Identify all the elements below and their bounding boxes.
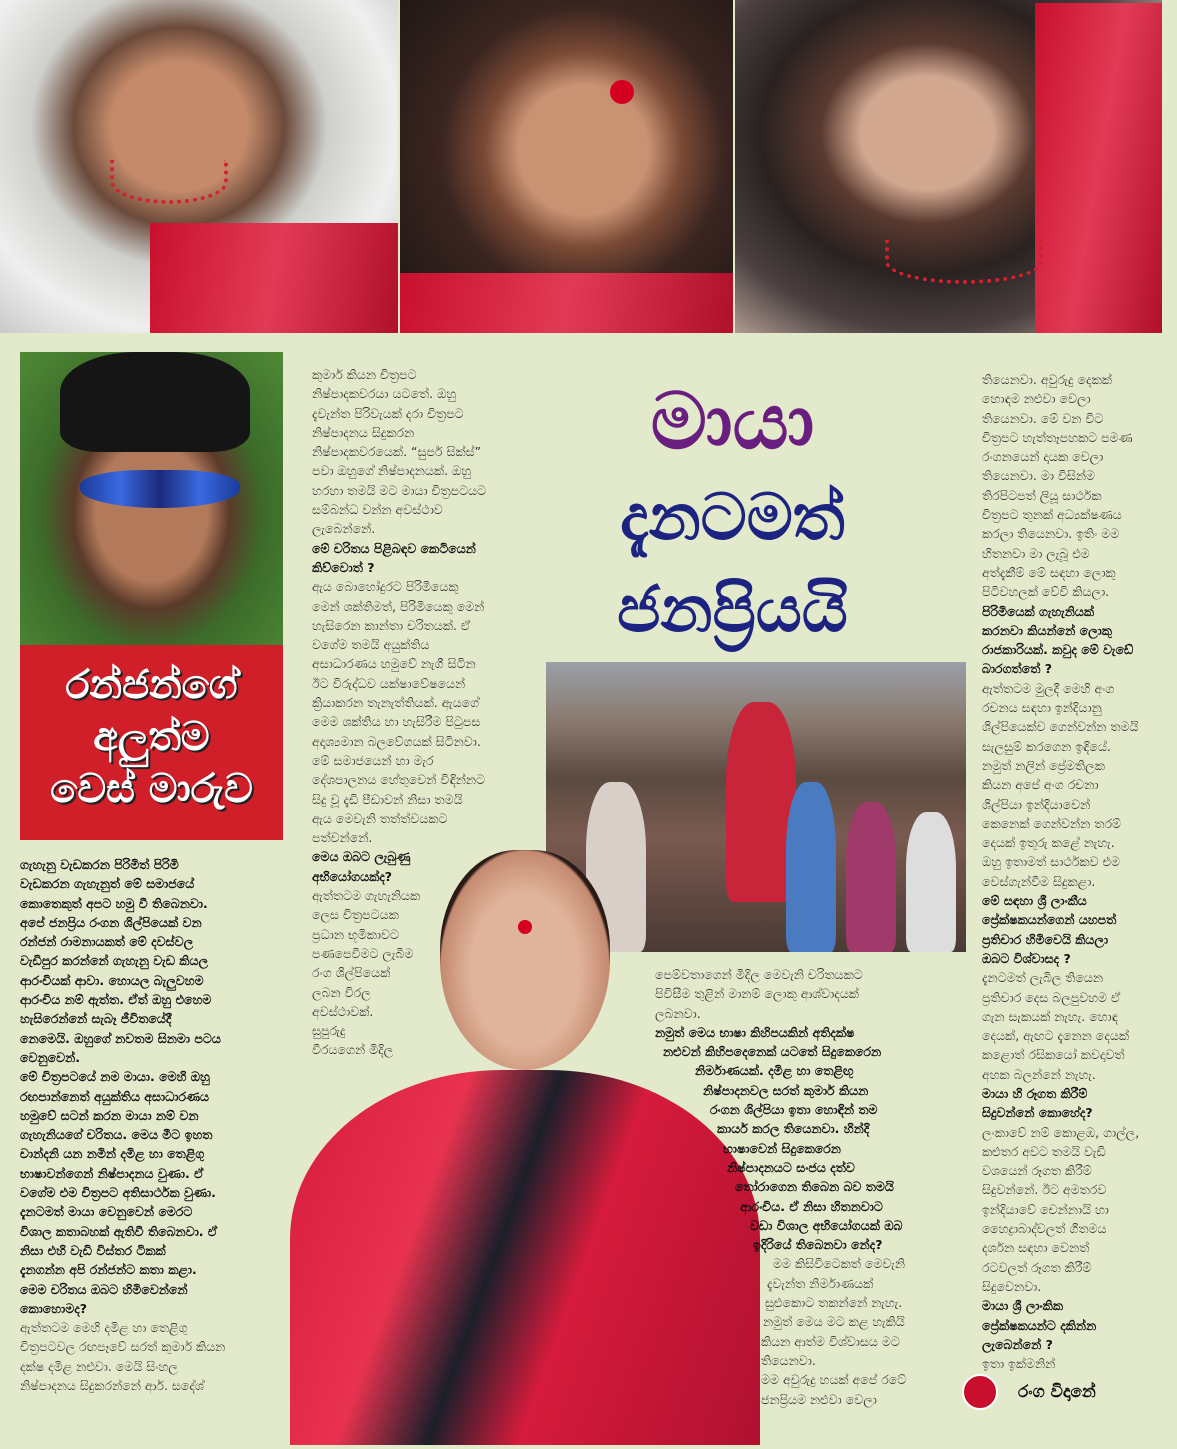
question-line: හමුවේ සටන් කරන මායා නම් වන xyxy=(20,1107,199,1123)
text-line: සම්බන්ධ වන්න අවස්ථාව xyxy=(312,502,443,518)
text-line: නිෂ්පාදනය සිදුකරන්නේ ආර්. සදේශ් xyxy=(20,1378,204,1394)
text-line: සිදු වූ දැඩි පීඩාවන් නිසා තමයි xyxy=(312,791,463,807)
text-line: දැනටමත් ලැබිල තියෙන xyxy=(982,970,1104,986)
text-line: පවා ඔහුගේ නිෂ්පාදනයක්. ඔහු xyxy=(312,463,472,479)
text-line: මෙන් ශක්තිමත්, පිරිමියෙකු මෙන් xyxy=(312,598,485,614)
question-line: දැනගන්න අපි රන්ජන්ට කතා කළා. xyxy=(20,1262,197,1278)
question-line: වඩා විශාල අභියෝගයක් ඔබ xyxy=(750,1217,903,1233)
text-line: දෙයක් ඉතුරු කළේ නැහැ. xyxy=(982,835,1115,851)
text-line: දක්ෂ දමිළ නළුවා. මෙයි සිංහල xyxy=(20,1358,178,1374)
text-line: ප්‍රධාන භූමිකාවට xyxy=(312,926,400,942)
text-line: රටවලත් රූගත කිරීම් xyxy=(982,1259,1092,1275)
photo-maya-stare xyxy=(735,0,1162,333)
text-line: සැලසුම් කරගෙන ඉඳියේ. xyxy=(982,738,1111,754)
face xyxy=(440,850,610,1070)
text-line: කළොත් රසිකයෝ කවදාවත් xyxy=(982,1047,1125,1063)
text-line: සිදුවෙනවා. xyxy=(982,1278,1042,1294)
question-line: සිදුවන්නේ කොහේද? xyxy=(982,1105,1093,1121)
question-line: මේ චිත්‍රපටයේ නම මායා. මෙහි ඔහු xyxy=(20,1069,210,1085)
text-line: ශිල්පියෙක්ව ගෙන්වන්න තමයි xyxy=(982,719,1139,735)
text-line: රංග ශිල්පියෙක් xyxy=(312,965,391,981)
text-line: ඇත්තටම මුලදී මෙහි අංග xyxy=(982,680,1115,696)
text-line: තියෙනවා. මා විසින්ම xyxy=(982,468,1096,484)
text-line: සුපුරුදු xyxy=(312,1023,346,1039)
question-line: මේ චරිතය පිළිබඳව කෙටියෙන් xyxy=(312,540,476,556)
text-line: අසාධාරණය හමුවේ නැගී සිටින xyxy=(312,656,476,672)
necklace xyxy=(110,160,228,204)
question-line: කිව්වොත් ? xyxy=(312,559,375,575)
question-line: වෙනුවෙන්. xyxy=(20,1049,81,1065)
question-line: නමුත් මෙය භාෂා කිහිපයකින් අතිදක්ෂ xyxy=(655,1024,855,1040)
text-line: තිරපිටපත් ලියූ සාර්ථක xyxy=(982,487,1102,503)
question-line: මෙම චරිතය ඔබට හිමිවෙන්නේ xyxy=(20,1281,188,1297)
question-line: වැඩිපුර කරන්නේ ගැහැනු වැඩ කියල xyxy=(20,953,208,969)
text-line: අත්දැකීම් මේ සඳහා ලොකු xyxy=(982,564,1116,580)
question-line: මායා ශ්‍රී ලාංකික xyxy=(982,1298,1063,1314)
question-line: අභියෝගයක්ද? xyxy=(312,868,393,884)
text-line: පිටිවහලක් වේවි කියලා. xyxy=(982,584,1110,600)
bindi xyxy=(610,80,634,104)
question-line: ගැහැනු වැඩකරන පිරිමිත් පිරිමි xyxy=(20,857,179,872)
headline-line: දැනටමත් xyxy=(620,481,845,555)
text-line: අහක බලන්නේ නැහැ. xyxy=(982,1066,1096,1082)
text-line: සුළුකොට තකන්නේ නැහැ. xyxy=(765,1295,903,1311)
text-line: චිත්‍රපට හැත්තෑපහකට පමණ xyxy=(982,429,1133,445)
text-line: පත්වන්නේ. xyxy=(312,830,373,846)
text-line: ක්‍රියාකරන තැනැත්තියක්. ඇයගේ xyxy=(312,695,480,711)
text-line: දැවැන්ත නිර්මාණයක් xyxy=(767,1275,874,1291)
text-line: ඇත්තටම මෙහි දමිළ හා තෙළිගු xyxy=(20,1320,188,1336)
question-line: මේ සඳහා ශ්‍රී ලාංකීය xyxy=(982,893,1087,909)
question-line: රඟපාන්නෙත් අයුක්තිය අසාධාරණය xyxy=(20,1088,210,1104)
photo-maya-smoke xyxy=(0,0,398,333)
article-column-4 xyxy=(982,370,1139,1373)
text-line: කියන අපේ අංග රචනා xyxy=(982,777,1099,793)
question-line: කොතෙකුත් අපට හමු වී තිබෙනවා. xyxy=(20,895,208,911)
question-line: ගැහැනියගේ චරිතය. මෙය මීට ඉහත xyxy=(20,1127,213,1143)
photo-ranjan-portrait xyxy=(20,352,283,645)
text-line: දේශපාලනය හේතුවෙන් විඳින්නට xyxy=(312,772,485,788)
question-line: ඉදිරියේ තිබෙනවා නේද? xyxy=(753,1237,883,1253)
question-line: දැනටමත් මායා වෙනුවෙන් මෙරට xyxy=(20,1204,193,1220)
text-line: මම අවුරුදු හයක් අපේ රටේ xyxy=(761,1372,907,1388)
red-saree xyxy=(400,273,733,333)
text-line: නමුත් මෙය මට කළ හැකියි xyxy=(763,1314,905,1330)
question-line: නිර්මාණයක්. දමිළ හා තෙළිඟු xyxy=(695,1063,854,1079)
text-line: ලබන විරල xyxy=(312,984,371,1000)
text-line: මම කිසිවිටෙකත් මෙවැනි xyxy=(773,1256,905,1272)
text-line: හෛද්‍රාබාද්වලත් ගීතමය xyxy=(982,1221,1107,1237)
text-line: ඇය බොහෝදුරට පිරිමියෙකු xyxy=(312,579,459,595)
sub-headline-box xyxy=(20,645,283,840)
article-column-3 xyxy=(655,965,906,1409)
text-line: ලබනවා. xyxy=(655,1005,701,1021)
text-line: තියෙනවා. මේ වන විට xyxy=(982,410,1104,426)
text-line: හැසිරෙන කාන්තා චරිතයක්. ඒ xyxy=(312,617,471,633)
text-line: වීරයගෙන් මිදිල xyxy=(312,1042,394,1058)
text-line: චිත්‍රපටවල රඟපෑවේ සරත් කුමාර් කියන xyxy=(20,1339,226,1355)
text-line: නිෂ්පාදකවරයා යටතේ. ඔහු xyxy=(312,386,457,402)
necklace xyxy=(885,240,1043,284)
text-line: ඉන්දියාවේ චෙන්නායි හා xyxy=(982,1201,1109,1217)
text-line: ලෙස චිත්‍රපටයක xyxy=(312,907,399,923)
text-line: හරහා තමයි මට මායා චිත්‍රපටයට xyxy=(312,482,487,498)
red-saree xyxy=(150,223,398,333)
question-line: රංගන ශිල්පියා ඉතා හොඳින් තම xyxy=(710,1102,878,1118)
question-line: බාරගත්තේ ? xyxy=(982,661,1052,677)
question-line: ආරංචිය නම් ඇත්ත. ඒත් ඔහු එහෙම xyxy=(20,992,212,1008)
headline xyxy=(560,372,905,656)
question-line: ප්‍රේක්ෂකයන්ගෙන් යහපත් xyxy=(982,912,1117,928)
text-line: පිවිසීම තුළින් මානම් ලොකු ආශ්වාදයක් xyxy=(655,986,859,1002)
text-line: ප්‍රතිචාර දෙස බලපුවහම ඒ xyxy=(982,989,1121,1005)
text-line: පෙම්වතාගෙන් මිදිල මෙවැනි චරිතයකට xyxy=(655,967,863,982)
text-line: ඇය මෙවැනි තත්ත්වයකට xyxy=(312,810,448,826)
text-line: නිෂ්පාදනය සිදුකරන xyxy=(312,424,415,440)
text-line: ඉතා ඉක්මනින් xyxy=(982,1356,1056,1372)
text-line: කරලා තියෙනවා. ඉතිං මම xyxy=(982,526,1120,542)
text-line: කියන ආත්ම විශ්වාසය මට xyxy=(761,1333,900,1349)
question-line: පිරිමියෙක් ගැහැනියක් xyxy=(982,603,1095,619)
question-line: නිෂ්පාදනවල සරත් කුමාර් කියන xyxy=(703,1082,869,1098)
text-line: දර්ශන සඳහා වෙනත් xyxy=(982,1240,1090,1256)
question-line: වගේම එම චිත්‍රපට අතිසාර්ථක වුණා. xyxy=(20,1185,216,1201)
headline-line: ජනප්‍රියයි xyxy=(617,573,848,647)
sunglasses xyxy=(80,470,240,508)
red-dot-icon xyxy=(962,1374,998,1410)
text-line: දැවැන්ත පිරිවැයක් දරා චිත්‍රපට xyxy=(312,405,464,421)
text-line: වගේම තමයි අයුක්තිය xyxy=(312,637,430,653)
text-line: ජනප්‍රියම නළුවා වෙලා xyxy=(761,1391,877,1407)
text-line: චිත්‍රපට තුනක් අධ්‍යක්ෂණය xyxy=(982,507,1122,523)
question-line: කාර්ය කරල තියෙනවා. හින්දි xyxy=(717,1121,870,1137)
text-line: පණපෙවීමට ලැබීම xyxy=(312,945,414,961)
question-line: ආරංචියක් ආවා. හොයල බැලුවහම xyxy=(20,972,204,988)
text-line: නමුත් නලින් ප්‍රේමතිලක xyxy=(982,757,1105,773)
question-line: හැසිරෙන්නේ සැබෑ ජීවිතයේදී xyxy=(20,1011,172,1027)
text-line: කළුතර අවට තමයි වැඩි xyxy=(982,1143,1106,1159)
question-line: රාජකාරියක්. කවුද මේ වැඩේ xyxy=(982,642,1134,658)
question-line: නිෂ්පාදනයට සංජය දත්ව xyxy=(727,1159,855,1175)
sub-headline-line: අලුත්ම xyxy=(93,714,210,760)
person xyxy=(906,812,956,952)
byline xyxy=(962,1374,1096,1410)
question-line: මායා හි රූගත කිරීම් xyxy=(982,1085,1088,1101)
question-line: ප්‍රතිචාර හිමිවෙයි කියලා xyxy=(982,931,1109,947)
question-line: කොහොමද? xyxy=(20,1300,88,1316)
question-line: තෝරාගෙන තිබෙන බව තමයි xyxy=(735,1179,894,1195)
headline-line: මායා xyxy=(650,377,815,467)
text-line: ශිල්පියා ඉන්දියාවෙන් xyxy=(982,796,1091,812)
question-line: ඔබට විශ්වාසද ? xyxy=(982,950,1071,966)
question-line: ප්‍රේක්ෂකයන්ට දකින්න xyxy=(982,1317,1097,1333)
text-line: සිදුවන්නේ. ඊට අමතරව xyxy=(982,1182,1107,1198)
bindi xyxy=(518,920,532,934)
question-line: නෙමෙයි. ඔහුගේ නවතම සිනමා පටය xyxy=(20,1030,221,1046)
text-line: රංගනයෙන් දායක වෙලා xyxy=(982,449,1104,465)
question-line: භාෂාවන්ගෙන් නිෂ්පාදනය වුණා. ඒ xyxy=(20,1165,204,1181)
text-line: කෙනෙක් ගෙන්වන්න තරම් xyxy=(982,815,1121,831)
text-line: ගැන සැකයක් නැහැ. හොඳ xyxy=(982,1008,1119,1024)
question-line: නිසා එහි වැඩි විස්තර ටිකක් xyxy=(20,1242,166,1258)
photo-maya-angry xyxy=(400,0,733,333)
question-line: මෙය ඔබට ලැබුණු xyxy=(312,849,411,865)
text-line: කුමාර් කියන චිත්‍රපට xyxy=(312,367,417,382)
text-line: ඇත්තටම ගැහැනියක xyxy=(312,888,421,904)
question-line: චාන්දනි යන නමින් දමිළ හා තෙළිගු xyxy=(20,1146,205,1162)
text-line: අවස්ථාවක්. xyxy=(312,1003,374,1019)
text-line: හිතනවා මා ලැබූ එම xyxy=(982,545,1090,561)
person xyxy=(786,782,836,952)
question-line: භාෂාවෙන් සිදුකෙරෙන xyxy=(723,1140,841,1156)
text-line: හොඳම නළුවා වෙලා xyxy=(982,391,1091,407)
text-line: අදෘශ්‍යමාන බලවේගයක් සිටිනවා. xyxy=(312,733,481,749)
text-line: ඊට විරුද්ධව යක්ෂාවේෂයෙන් xyxy=(312,675,466,691)
article-column-1 xyxy=(20,855,225,1395)
text-line: ඔහු ඉතාමත් සාර්ථකව එම xyxy=(982,854,1120,870)
red-saree xyxy=(1035,3,1162,333)
question-line: ලැබෙන්නේ ? xyxy=(982,1336,1053,1352)
question-line: ආරංචිය. ඒ නිසා හිතනවාට xyxy=(740,1198,883,1214)
sub-headline-line: රන්ජන්ගේ xyxy=(65,662,238,708)
question-line: කරනවා කියන්නේ ලොකු xyxy=(982,622,1112,638)
text-line: නිෂ්පාදකවරයෙක්. “සුපර් සික්ස්” xyxy=(312,444,482,460)
text-line: දෙයක්, ඇඟට දැනෙන දෙයක් xyxy=(982,1028,1130,1044)
question-line: රන්ජන් රාමනායකත් මේ දවස්වල xyxy=(20,934,194,950)
question-line: වැඩකරන ගැහැනුත් මේ සමාජයේ xyxy=(20,876,195,892)
text-line: මේ සමාජයෙන් හා මැර xyxy=(312,752,434,768)
sub-headline-line: වෙස් මාරුව xyxy=(50,766,253,812)
text-line: තියෙනවා. xyxy=(761,1352,816,1368)
author-name: රංග විදානේ xyxy=(1018,1382,1096,1402)
question-line: නළුවන් කිහිපදෙනෙක් යටතේ සිදුකෙරෙන xyxy=(663,1044,882,1060)
hair xyxy=(60,352,250,452)
text-line: තියෙනවා. අවුරුදු දෙකක් xyxy=(982,372,1112,387)
text-line: වශයෙන් රූගත කිරීම් xyxy=(982,1163,1092,1179)
text-line: මෙම ශක්තිය හා හැසිරීම පිටුපස xyxy=(312,714,481,730)
text-line: රචනය සඳහා ඉන්දියානු xyxy=(982,700,1102,716)
text-line: ලංකාවේ නම් කොළඹ, ගාල්ල, xyxy=(982,1124,1140,1140)
question-line: විශාල කතාබහක් ඇතිවී තිබෙනවා. ඒ xyxy=(20,1223,218,1239)
question-line: අපේ ජනප්‍රිය රංගන ශිල්පියෙක් වන xyxy=(20,914,202,930)
text-line: ලැබෙන්නේ. xyxy=(312,521,376,537)
person xyxy=(846,802,896,952)
text-line: වෙස්ගැන්වීම සිදුකළා. xyxy=(982,873,1096,889)
